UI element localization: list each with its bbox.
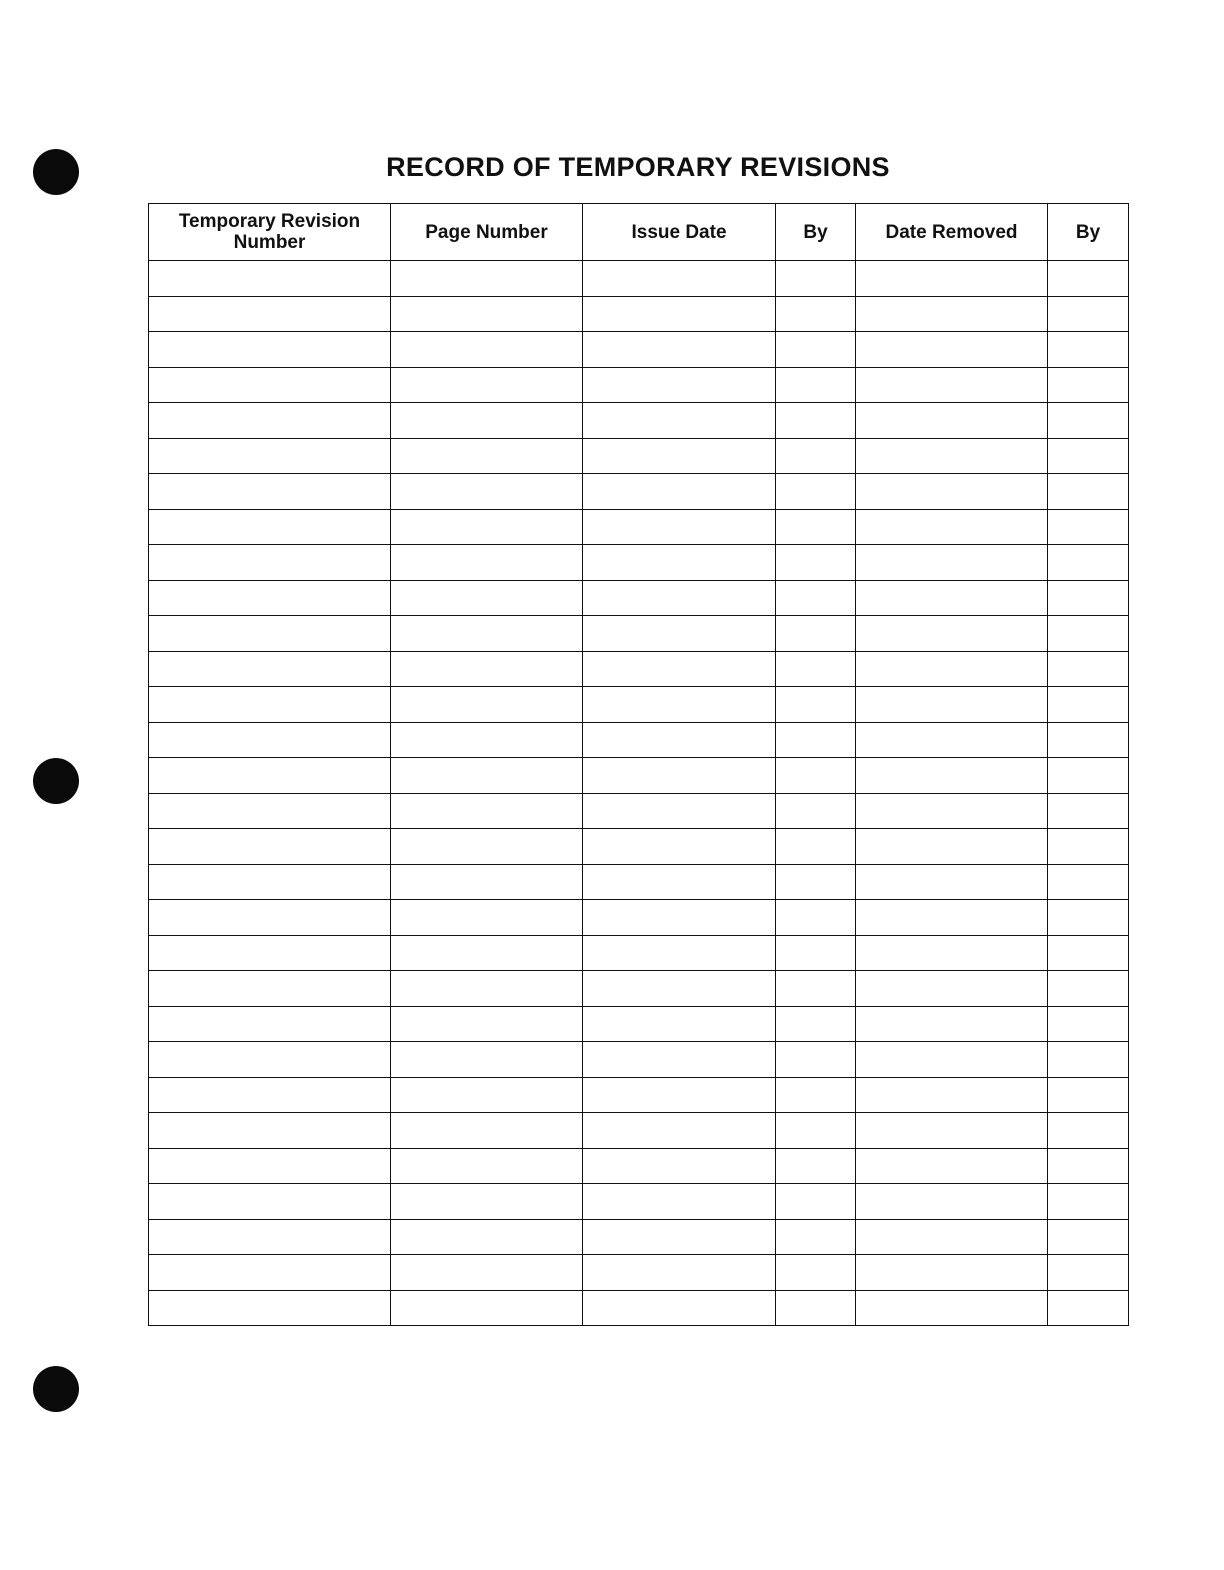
cell-by bbox=[776, 1148, 856, 1184]
table-row bbox=[149, 900, 1129, 936]
cell-date-removed bbox=[856, 829, 1048, 865]
cell-date-removed bbox=[856, 722, 1048, 758]
cell-page-number bbox=[391, 1290, 583, 1326]
cell-by-removed bbox=[1048, 687, 1129, 723]
table-row bbox=[149, 687, 1129, 723]
cell-temporary-revision-number bbox=[149, 403, 391, 439]
table-row bbox=[149, 1184, 1129, 1220]
cell-page-number bbox=[391, 971, 583, 1007]
cell-by-removed bbox=[1048, 829, 1129, 865]
column-header-temporary-revision-number: Temporary Revision Number bbox=[149, 204, 391, 261]
cell-page-number bbox=[391, 1255, 583, 1291]
cell-by-removed bbox=[1048, 261, 1129, 297]
cell-page-number bbox=[391, 1006, 583, 1042]
cell-date-removed bbox=[856, 545, 1048, 581]
cell-page-number bbox=[391, 793, 583, 829]
cell-by bbox=[776, 1290, 856, 1326]
cell-issue-date bbox=[583, 900, 776, 936]
cell-date-removed bbox=[856, 758, 1048, 794]
cell-temporary-revision-number bbox=[149, 1290, 391, 1326]
cell-temporary-revision-number bbox=[149, 616, 391, 652]
cell-by bbox=[776, 1184, 856, 1220]
cell-by-removed bbox=[1048, 1219, 1129, 1255]
cell-by bbox=[776, 545, 856, 581]
cell-by bbox=[776, 474, 856, 510]
cell-by-removed bbox=[1048, 758, 1129, 794]
table-row bbox=[149, 367, 1129, 403]
cell-issue-date bbox=[583, 971, 776, 1007]
cell-by bbox=[776, 864, 856, 900]
cell-issue-date bbox=[583, 580, 776, 616]
table-row bbox=[149, 296, 1129, 332]
cell-issue-date bbox=[583, 1077, 776, 1113]
column-header-date-removed: Date Removed bbox=[856, 204, 1048, 261]
cell-temporary-revision-number bbox=[149, 580, 391, 616]
cell-page-number bbox=[391, 296, 583, 332]
cell-by bbox=[776, 971, 856, 1007]
cell-issue-date bbox=[583, 616, 776, 652]
cell-temporary-revision-number bbox=[149, 1006, 391, 1042]
cell-issue-date bbox=[583, 296, 776, 332]
column-header-by: By bbox=[776, 204, 856, 261]
cell-date-removed bbox=[856, 900, 1048, 936]
cell-by-removed bbox=[1048, 971, 1129, 1007]
binder-hole-middle bbox=[33, 758, 79, 804]
cell-temporary-revision-number bbox=[149, 864, 391, 900]
cell-by bbox=[776, 296, 856, 332]
cell-temporary-revision-number bbox=[149, 758, 391, 794]
cell-page-number bbox=[391, 261, 583, 297]
cell-by-removed bbox=[1048, 793, 1129, 829]
cell-date-removed bbox=[856, 474, 1048, 510]
table-row bbox=[149, 935, 1129, 971]
cell-page-number bbox=[391, 864, 583, 900]
cell-issue-date bbox=[583, 332, 776, 368]
table-row bbox=[149, 1148, 1129, 1184]
cell-page-number bbox=[391, 580, 583, 616]
cell-temporary-revision-number bbox=[149, 332, 391, 368]
cell-temporary-revision-number bbox=[149, 687, 391, 723]
table-row bbox=[149, 1077, 1129, 1113]
cell-page-number bbox=[391, 474, 583, 510]
cell-by bbox=[776, 793, 856, 829]
cell-issue-date bbox=[583, 722, 776, 758]
cell-issue-date bbox=[583, 474, 776, 510]
cell-by-removed bbox=[1048, 651, 1129, 687]
cell-issue-date bbox=[583, 793, 776, 829]
cell-page-number bbox=[391, 403, 583, 439]
binder-hole-bottom bbox=[33, 1366, 79, 1412]
cell-date-removed bbox=[856, 1184, 1048, 1220]
cell-temporary-revision-number bbox=[149, 900, 391, 936]
cell-issue-date bbox=[583, 1113, 776, 1149]
cell-by-removed bbox=[1048, 1006, 1129, 1042]
cell-by bbox=[776, 1219, 856, 1255]
cell-by-removed bbox=[1048, 864, 1129, 900]
table-row bbox=[149, 545, 1129, 581]
cell-page-number bbox=[391, 651, 583, 687]
cell-page-number bbox=[391, 935, 583, 971]
cell-by-removed bbox=[1048, 935, 1129, 971]
cell-date-removed bbox=[856, 296, 1048, 332]
cell-temporary-revision-number bbox=[149, 1184, 391, 1220]
page-title: RECORD OF TEMPORARY REVISIONS bbox=[386, 152, 890, 182]
cell-date-removed bbox=[856, 793, 1048, 829]
cell-page-number bbox=[391, 722, 583, 758]
cell-by bbox=[776, 829, 856, 865]
cell-temporary-revision-number bbox=[149, 296, 391, 332]
cell-temporary-revision-number bbox=[149, 722, 391, 758]
cell-temporary-revision-number bbox=[149, 1042, 391, 1078]
cell-issue-date bbox=[583, 545, 776, 581]
cell-by bbox=[776, 935, 856, 971]
table-header bbox=[149, 204, 1129, 261]
cell-temporary-revision-number bbox=[149, 1077, 391, 1113]
table-row bbox=[149, 474, 1129, 510]
cell-date-removed bbox=[856, 687, 1048, 723]
cell-date-removed bbox=[856, 651, 1048, 687]
cell-date-removed bbox=[856, 616, 1048, 652]
cell-date-removed bbox=[856, 509, 1048, 545]
cell-issue-date bbox=[583, 687, 776, 723]
cell-temporary-revision-number bbox=[149, 1148, 391, 1184]
cell-temporary-revision-number bbox=[149, 651, 391, 687]
table-row bbox=[149, 1290, 1129, 1326]
cell-by-removed bbox=[1048, 1255, 1129, 1291]
table-row bbox=[149, 971, 1129, 1007]
table-row bbox=[149, 1042, 1129, 1078]
table-row bbox=[149, 1219, 1129, 1255]
cell-by bbox=[776, 687, 856, 723]
cell-temporary-revision-number bbox=[149, 367, 391, 403]
cell-by bbox=[776, 367, 856, 403]
table-row bbox=[149, 332, 1129, 368]
cell-page-number bbox=[391, 1184, 583, 1220]
cell-by bbox=[776, 1255, 856, 1291]
table-row bbox=[149, 793, 1129, 829]
cell-by-removed bbox=[1048, 1042, 1129, 1078]
cell-issue-date bbox=[583, 367, 776, 403]
cell-page-number bbox=[391, 829, 583, 865]
cell-by bbox=[776, 261, 856, 297]
cell-issue-date bbox=[583, 1042, 776, 1078]
table-row bbox=[149, 1113, 1129, 1149]
cell-date-removed bbox=[856, 1255, 1048, 1291]
cell-page-number bbox=[391, 1042, 583, 1078]
cell-page-number bbox=[391, 367, 583, 403]
cell-by bbox=[776, 616, 856, 652]
cell-page-number bbox=[391, 687, 583, 723]
cell-by bbox=[776, 332, 856, 368]
table-row bbox=[149, 509, 1129, 545]
cell-date-removed bbox=[856, 261, 1048, 297]
cell-by-removed bbox=[1048, 332, 1129, 368]
cell-issue-date bbox=[583, 1184, 776, 1220]
cell-issue-date bbox=[583, 758, 776, 794]
table-row bbox=[149, 1006, 1129, 1042]
cell-date-removed bbox=[856, 332, 1048, 368]
cell-temporary-revision-number bbox=[149, 935, 391, 971]
cell-by bbox=[776, 1077, 856, 1113]
cell-date-removed bbox=[856, 438, 1048, 474]
cell-by-removed bbox=[1048, 296, 1129, 332]
table-row bbox=[149, 580, 1129, 616]
cell-issue-date bbox=[583, 1255, 776, 1291]
cell-page-number bbox=[391, 332, 583, 368]
cell-issue-date bbox=[583, 935, 776, 971]
cell-date-removed bbox=[856, 367, 1048, 403]
cell-issue-date bbox=[583, 829, 776, 865]
cell-date-removed bbox=[856, 403, 1048, 439]
cell-issue-date bbox=[583, 1148, 776, 1184]
cell-temporary-revision-number bbox=[149, 971, 391, 1007]
cell-by bbox=[776, 438, 856, 474]
cell-page-number bbox=[391, 758, 583, 794]
column-header-page-number: Page Number bbox=[391, 204, 583, 261]
cell-page-number bbox=[391, 438, 583, 474]
cell-issue-date bbox=[583, 509, 776, 545]
cell-date-removed bbox=[856, 1006, 1048, 1042]
cell-temporary-revision-number bbox=[149, 1255, 391, 1291]
cell-issue-date bbox=[583, 651, 776, 687]
cell-date-removed bbox=[856, 1042, 1048, 1078]
cell-by-removed bbox=[1048, 1148, 1129, 1184]
cell-temporary-revision-number bbox=[149, 474, 391, 510]
table-body bbox=[149, 261, 1129, 1326]
table-row bbox=[149, 722, 1129, 758]
cell-issue-date bbox=[583, 261, 776, 297]
cell-by bbox=[776, 580, 856, 616]
cell-page-number bbox=[391, 509, 583, 545]
cell-temporary-revision-number bbox=[149, 829, 391, 865]
cell-temporary-revision-number bbox=[149, 261, 391, 297]
cell-page-number bbox=[391, 616, 583, 652]
revision-record-table bbox=[148, 203, 1129, 1326]
cell-by bbox=[776, 1042, 856, 1078]
cell-date-removed bbox=[856, 935, 1048, 971]
binder-hole-top bbox=[33, 149, 79, 195]
cell-by bbox=[776, 1113, 856, 1149]
cell-issue-date bbox=[583, 438, 776, 474]
cell-by-removed bbox=[1048, 1113, 1129, 1149]
cell-by-removed bbox=[1048, 438, 1129, 474]
cell-by-removed bbox=[1048, 722, 1129, 758]
cell-by-removed bbox=[1048, 509, 1129, 545]
cell-page-number bbox=[391, 1219, 583, 1255]
cell-date-removed bbox=[856, 1148, 1048, 1184]
cell-by bbox=[776, 1006, 856, 1042]
table-row bbox=[149, 403, 1129, 439]
cell-issue-date bbox=[583, 864, 776, 900]
cell-date-removed bbox=[856, 1290, 1048, 1326]
cell-page-number bbox=[391, 1148, 583, 1184]
cell-by-removed bbox=[1048, 616, 1129, 652]
table-row bbox=[149, 1255, 1129, 1291]
cell-temporary-revision-number bbox=[149, 1113, 391, 1149]
cell-page-number bbox=[391, 1077, 583, 1113]
cell-date-removed bbox=[856, 864, 1048, 900]
cell-by-removed bbox=[1048, 1077, 1129, 1113]
cell-temporary-revision-number bbox=[149, 438, 391, 474]
table-row bbox=[149, 616, 1129, 652]
table-row bbox=[149, 438, 1129, 474]
cell-page-number bbox=[391, 545, 583, 581]
cell-temporary-revision-number bbox=[149, 1219, 391, 1255]
cell-by bbox=[776, 509, 856, 545]
cell-date-removed bbox=[856, 580, 1048, 616]
cell-page-number bbox=[391, 900, 583, 936]
cell-by bbox=[776, 722, 856, 758]
cell-by bbox=[776, 758, 856, 794]
cell-by bbox=[776, 900, 856, 936]
header-row bbox=[149, 204, 1129, 261]
column-header-by-removed: By bbox=[1048, 204, 1129, 261]
cell-date-removed bbox=[856, 971, 1048, 1007]
cell-by-removed bbox=[1048, 580, 1129, 616]
cell-issue-date bbox=[583, 1006, 776, 1042]
cell-by-removed bbox=[1048, 367, 1129, 403]
cell-date-removed bbox=[856, 1077, 1048, 1113]
table-row bbox=[149, 829, 1129, 865]
table-row bbox=[149, 651, 1129, 687]
cell-date-removed bbox=[856, 1219, 1048, 1255]
cell-issue-date bbox=[583, 403, 776, 439]
table-row bbox=[149, 261, 1129, 297]
cell-by-removed bbox=[1048, 1290, 1129, 1326]
cell-by-removed bbox=[1048, 474, 1129, 510]
cell-issue-date bbox=[583, 1219, 776, 1255]
cell-by-removed bbox=[1048, 900, 1129, 936]
cell-date-removed bbox=[856, 1113, 1048, 1149]
cell-temporary-revision-number bbox=[149, 509, 391, 545]
cell-issue-date bbox=[583, 1290, 776, 1326]
cell-by-removed bbox=[1048, 403, 1129, 439]
table-row bbox=[149, 758, 1129, 794]
column-header-issue-date: Issue Date bbox=[583, 204, 776, 261]
table-row bbox=[149, 864, 1129, 900]
cell-page-number bbox=[391, 1113, 583, 1149]
cell-temporary-revision-number bbox=[149, 545, 391, 581]
cell-by-removed bbox=[1048, 545, 1129, 581]
cell-temporary-revision-number bbox=[149, 793, 391, 829]
cell-by bbox=[776, 651, 856, 687]
cell-by bbox=[776, 403, 856, 439]
cell-by-removed bbox=[1048, 1184, 1129, 1220]
